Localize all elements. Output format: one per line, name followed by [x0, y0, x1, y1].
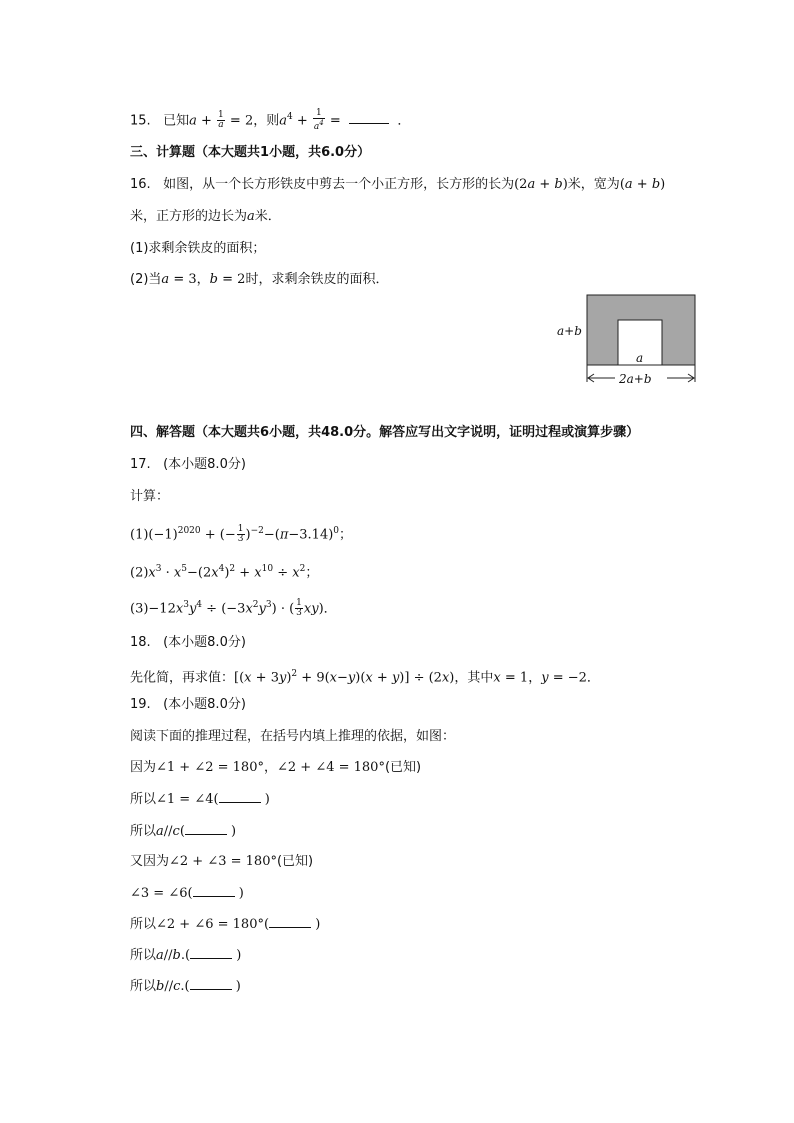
inner-label: a — [636, 351, 644, 365]
q17-part2: $(2)x^3 \cdot x^5-(2x^4)^2 + x^{10} \div x^2$； — [130, 564, 319, 581]
rectangle-figure — [555, 290, 705, 390]
q19-blank-1[interactable] — [219, 790, 261, 803]
q17-header: 17. (本小题8.0分) — [130, 457, 246, 472]
q15-line: 15. 已知a + $\frac{1}{a}$ = 2，则$a^4$ + $\frac{1}{a^4}$ = ． — [130, 108, 411, 133]
q18-header: 18. (本小题8.0分) — [130, 635, 246, 650]
q19-step7: 所以a//b.( ) — [130, 948, 242, 963]
q19-blank-6[interactable] — [190, 977, 232, 990]
q19-step2: 所以∠1 = ∠4( ) — [130, 792, 270, 807]
q19-step3: 所以a//c( ) — [130, 824, 237, 839]
q17-intro: 计算： — [130, 489, 170, 504]
q19-blank-3[interactable] — [193, 884, 235, 897]
left-label: a+b — [557, 324, 582, 338]
q17-part3: $(3)-12x^3y^4 \div (-3x^2y^3)$ · ( $\frac{1}{3}$ xy)． — [130, 598, 337, 619]
q19-step8: 所以b//c.( ) — [130, 979, 241, 994]
q18-text: 先化简，再求值：$[(x + 3y)^2 + 9(x-y)(x + y)] \div (2x)$，其中x = 1，y = −2． — [130, 669, 600, 686]
q17-part1: $(1)(-1)^{2020}$ + (− $\frac{1}{3}$ )$^{-2}-(\pi-3.14)^0$； — [130, 524, 353, 545]
bottom-label: 2a+b — [619, 372, 652, 386]
q19-step1: 因为∠1 + ∠2 = 180°，∠2 + ∠4 = 180°(已知) — [130, 760, 422, 775]
q19-step4: 又因为∠2 + ∠3 = 180°(已知) — [130, 854, 314, 869]
q19-header: 19. (本小题8.0分) — [130, 697, 246, 712]
q19-step6: 所以∠2 + ∠6 = 180°( ) — [130, 917, 321, 932]
q19-step5: ∠3 = ∠6( ) — [130, 886, 244, 901]
q16-part1: (1)求剩余铁皮的面积； — [130, 241, 266, 256]
q16-line1: 16. 如图，从一个长方形铁皮中剪去一个小正方形，长方形的长为(2a + b)米，宽为(a + b) — [130, 177, 666, 192]
q16-part2: (2)当a = 3，b = 2时，求剩余铁皮的面积． — [130, 272, 389, 287]
q19-blank-4[interactable] — [269, 915, 311, 928]
q19-blank-2[interactable] — [185, 822, 227, 835]
q19-blank-5[interactable] — [190, 946, 232, 959]
q19-intro: 阅读下面的推理过程，在括号内填上推理的依据，如图： — [130, 729, 456, 744]
section4-heading: 四、解答题（本大题共6小题，共48.0分。解答应写出文字说明，证明过程或演算步骤） — [130, 425, 640, 440]
q16-line2: 米，正方形的边长为a米． — [130, 209, 281, 224]
q15-blank[interactable] — [349, 111, 389, 124]
section3-heading: 三、计算题（本大题共1小题，共6.0分） — [130, 145, 371, 160]
